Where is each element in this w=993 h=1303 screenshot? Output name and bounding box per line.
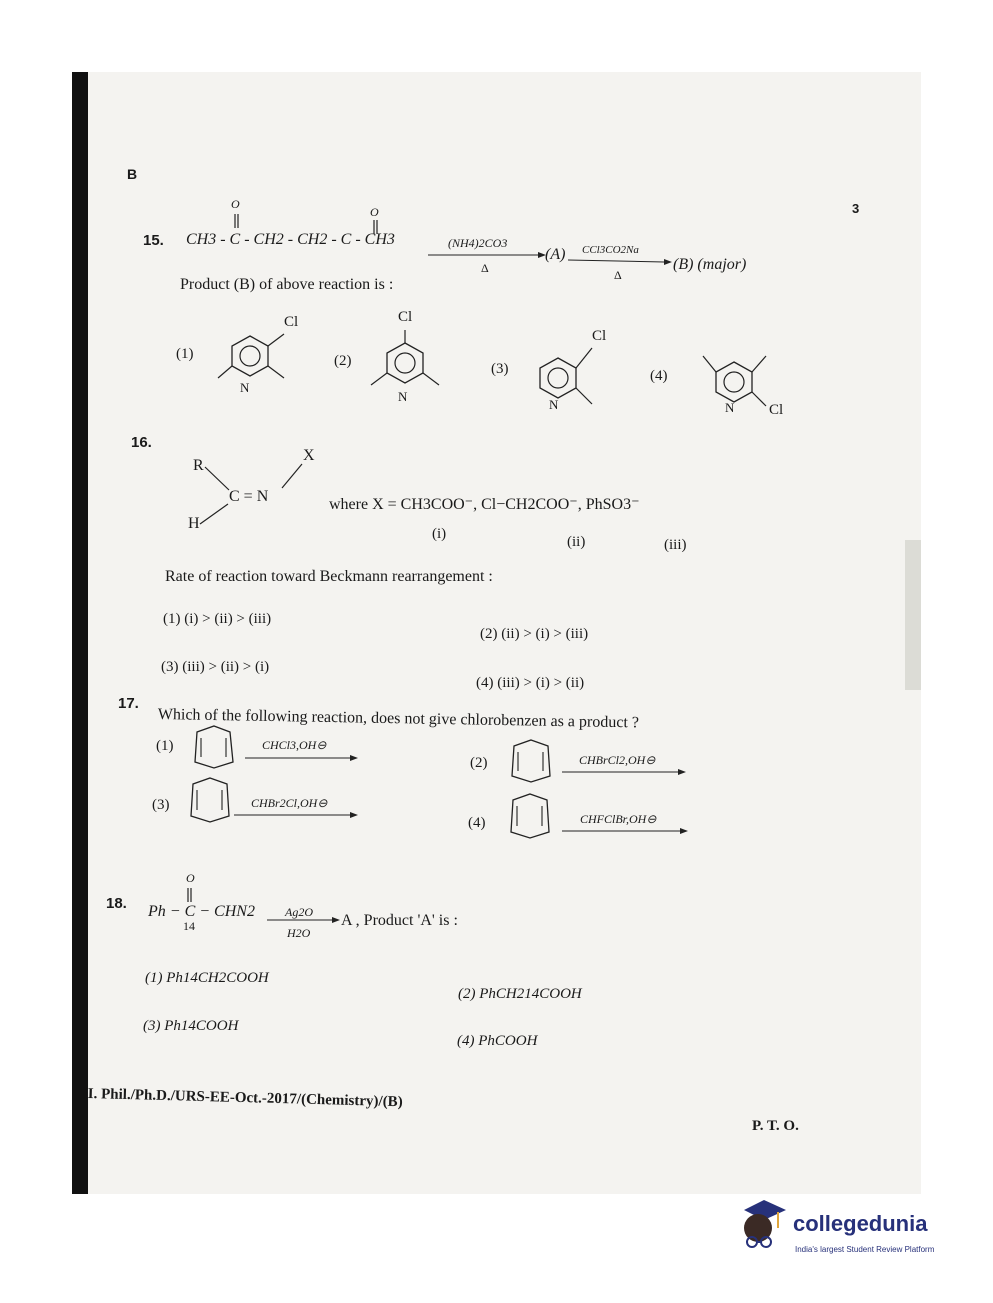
q18-reactant: Ph − C − CHN2: [148, 903, 255, 920]
q15-reagent2: CCl3CO2Na: [582, 244, 639, 256]
q15-product: (B) (major): [673, 256, 747, 273]
q18-reagent-top: Ag2O: [285, 905, 313, 919]
exam-code: I. Phil./Ph.D./URS-EE-Oct.-2017/(Chemistry)/(B): [87, 1086, 403, 1111]
q17-option-2-label: (2): [470, 755, 488, 771]
q16-h: H: [188, 515, 200, 532]
q16-option-4: (4) (iii) > (i) > (ii): [476, 675, 585, 691]
q17-option-1-label: (1): [156, 738, 174, 754]
q17-reagent-4: CHFClBr,OH⊖: [580, 812, 657, 826]
brand-name: collegedunia: [793, 1211, 928, 1236]
q15-reactant: CH3 - C - CH2 - CH2 - C - CH3: [186, 231, 395, 248]
q18-product-text: A , Product 'A' is :: [341, 912, 458, 929]
q17-reagent-2: CHBrCl2,OH⊖: [579, 753, 656, 767]
q18-number: 18.: [106, 895, 127, 912]
q15-opt2-cl: Cl: [398, 309, 413, 325]
q15-question: Product (B) of above reaction is :: [180, 276, 394, 293]
q17-reagent-3: CHBr2Cl,OH⊖: [251, 796, 328, 810]
q18-option-4: (4) PhCOOH: [457, 1033, 538, 1049]
q15-number: 15.: [143, 232, 164, 249]
q16-where-text: where X = CH3COO⁻, Cl−CH2COO⁻, PhSO3⁻: [329, 496, 640, 513]
q17-option-4-label: (4): [468, 815, 486, 831]
q16-cn: C = N: [229, 488, 269, 505]
q16-x: X: [303, 447, 315, 464]
q15-o-label-1: O: [231, 197, 240, 211]
q16-question: Rate of reaction toward Beckmann rearrangement :: [165, 568, 493, 585]
q17-question: Which of the following reaction, does not give chlorobenzen as a product ?: [157, 706, 640, 732]
q17-number: 17.: [118, 695, 139, 712]
q15-heat-1: Δ: [481, 261, 489, 275]
q15-intermediate: (A): [545, 246, 566, 263]
q15-reagent1: (NH4)2CO3: [448, 236, 508, 250]
q15-opt1-cl: Cl: [284, 314, 299, 330]
q15-opt4-cl: Cl: [769, 402, 784, 418]
q18-c14-label: 14: [183, 919, 195, 933]
q15-option-4-label: (4): [650, 368, 668, 384]
q17-option-3-label: (3): [152, 797, 170, 813]
brand-tagline: India's largest Student Review Platform: [795, 1245, 935, 1254]
q15-option-3-label: (3): [491, 361, 509, 377]
q16-number: 16.: [131, 434, 152, 451]
q17-reagent-1: CHCl3,OH⊖: [262, 738, 327, 752]
set-letter: B: [127, 166, 138, 182]
q18-option-1: (1) Ph14CH2COOH: [145, 970, 269, 986]
page-number: 3: [852, 201, 860, 216]
q15-opt3-n: N: [549, 397, 559, 412]
q15-opt2-n: N: [398, 389, 408, 404]
q15-option-2-label: (2): [334, 353, 352, 369]
q15-opt1-n: N: [240, 380, 250, 395]
q16-option-3: (3) (iii) > (ii) > (i): [161, 659, 270, 675]
q15-opt3-cl: Cl: [592, 328, 607, 344]
q16-label-iii: (iii): [664, 537, 687, 553]
q15-heat-2: Δ: [614, 268, 622, 282]
q18-o-label: O: [186, 871, 195, 885]
q18-reagent-bottom: H2O: [287, 926, 311, 940]
q15-opt4-n: N: [725, 400, 735, 415]
q15-o-label-2: O: [370, 205, 379, 219]
q18-option-3: (3) Ph14COOH: [143, 1018, 239, 1034]
q16-option-1: (1) (i) > (ii) > (iii): [163, 611, 272, 627]
q16-option-2: (2) (ii) > (i) > (iii): [480, 626, 589, 642]
q16-label-ii: (ii): [567, 534, 586, 550]
pto-label: P. T. O.: [752, 1118, 799, 1134]
q16-label-i: (i): [432, 526, 447, 542]
q16-r: R: [193, 457, 204, 474]
graduate-mascot-logo: [736, 1198, 792, 1254]
q18-option-2: (2) PhCH214COOH: [458, 986, 582, 1002]
q15-option-1-label: (1): [176, 346, 194, 362]
